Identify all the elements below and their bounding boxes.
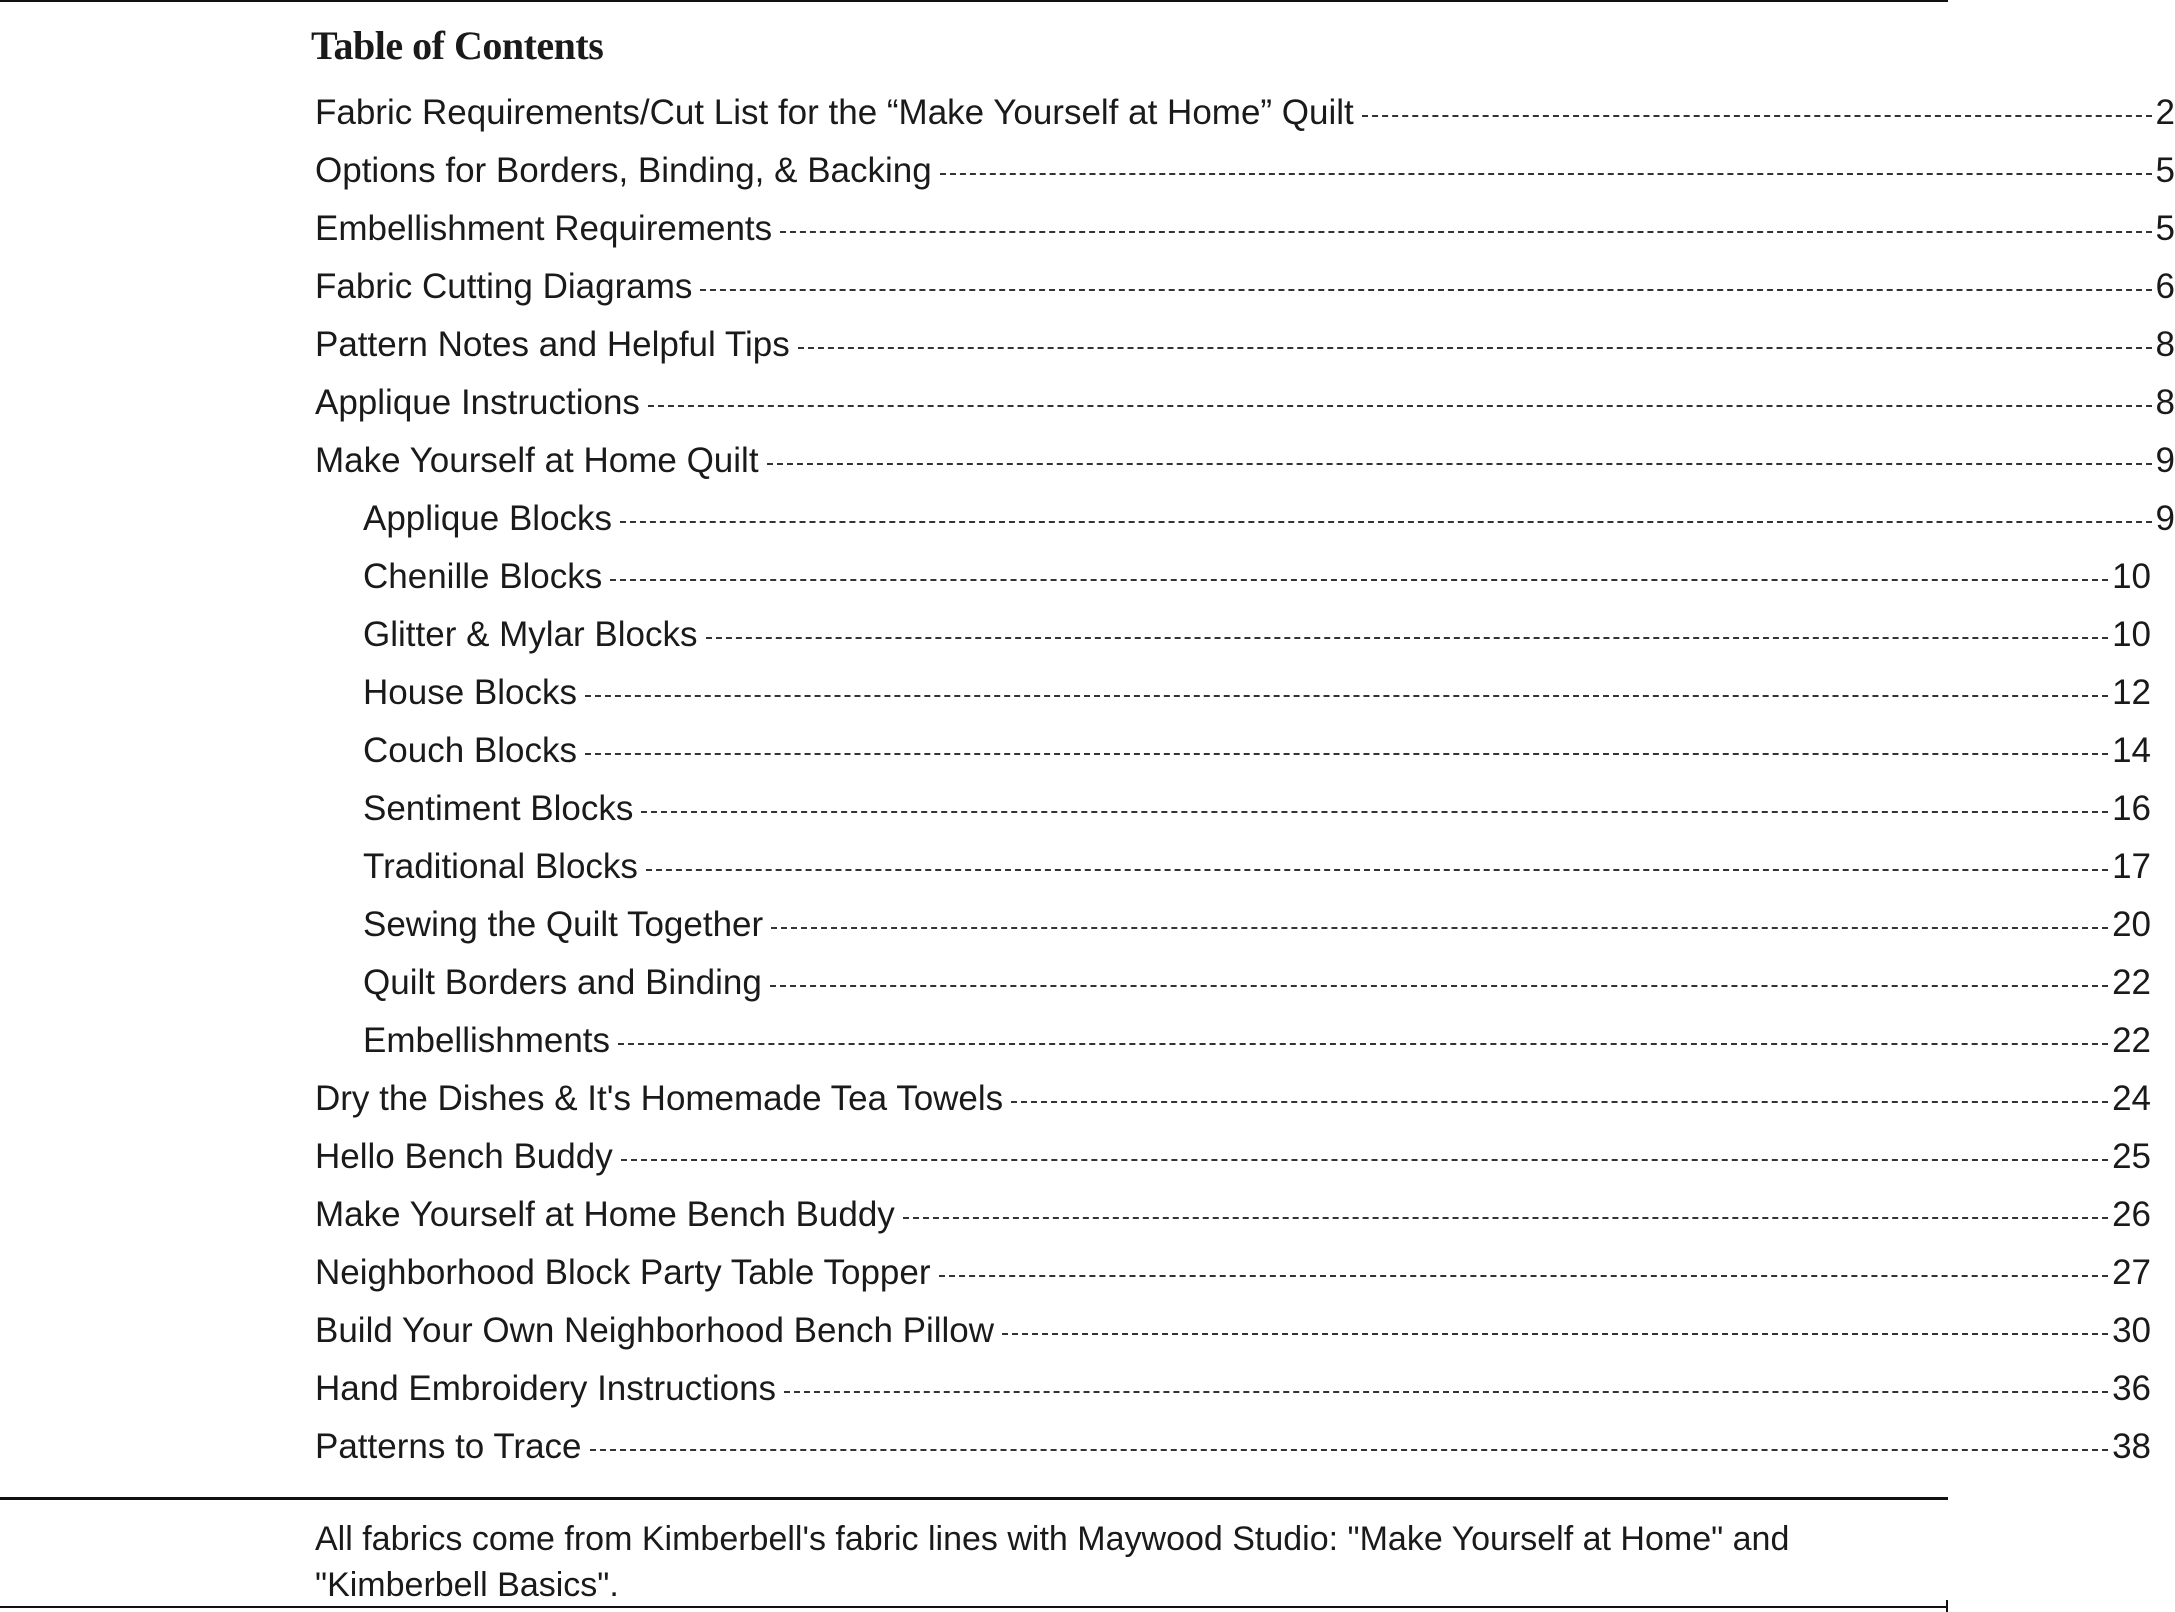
toc-entry[interactable] [0, 316, 2175, 374]
toc-entry[interactable] [0, 258, 2175, 316]
toc-entry-label: Applique Instructions [315, 383, 640, 422]
toc-entry-label: Pattern Notes and Helpful Tips [315, 325, 790, 364]
toc-entry[interactable] [0, 374, 2175, 432]
dot-leader [590, 1449, 2109, 1451]
toc-entry-page: 9 [2155, 441, 2175, 480]
toc-entry-label: Couch Blocks [363, 731, 577, 770]
toc-entry-page: 26 [2112, 1195, 2151, 1234]
toc-entry-page: 24 [2112, 1079, 2151, 1118]
toc-entry-page: 12 [2112, 673, 2151, 712]
dot-leader [780, 231, 2151, 233]
dot-leader [1011, 1101, 2108, 1103]
toc-entry-page: 10 [2112, 557, 2151, 596]
toc-entry-label: Glitter & Mylar Blocks [363, 615, 698, 654]
toc-entry-page: 16 [2112, 789, 2151, 828]
dot-leader [610, 579, 2108, 581]
toc-entry-page: 17 [2112, 847, 2151, 886]
dot-leader [1362, 115, 2152, 117]
dot-leader [767, 463, 2152, 465]
section-divider [0, 1497, 1948, 1500]
toc-entry-page: 22 [2112, 1021, 2151, 1060]
corner-tick [1946, 1600, 1948, 1612]
toc-entry-page: 36 [2112, 1369, 2151, 1408]
toc-entry[interactable] [0, 1186, 2151, 1244]
toc-entry-label: Make Yourself at Home Bench Buddy [315, 1195, 895, 1234]
toc-entry-label: Applique Blocks [363, 499, 613, 538]
dot-leader [770, 985, 2108, 987]
toc-entry[interactable] [0, 1244, 2151, 1302]
toc-entry[interactable] [0, 200, 2175, 258]
dot-leader [784, 1391, 2108, 1393]
top-rule [0, 0, 1948, 2]
toc-subentry[interactable] [0, 606, 2151, 664]
toc-entry-label: Traditional Blocks [363, 847, 638, 886]
toc-entry-page: 5 [2155, 151, 2175, 190]
toc-subentry[interactable] [0, 780, 2151, 838]
toc-entry-page: 30 [2112, 1311, 2151, 1350]
dot-leader [700, 289, 2151, 291]
dot-leader [621, 1159, 2108, 1161]
toc-entry-label: Sentiment Blocks [363, 789, 634, 828]
toc-entry-page: 8 [2155, 325, 2175, 364]
toc-entry-label: Make Yourself at Home Quilt [315, 441, 759, 480]
toc-entry[interactable] [0, 1302, 2151, 1360]
toc-entry-label: Embellishments [363, 1021, 611, 1060]
toc-subentry[interactable] [0, 954, 2151, 1012]
dot-leader [939, 1275, 2109, 1277]
toc-subentry[interactable] [0, 490, 2175, 548]
bottom-rule [0, 1606, 1948, 1608]
toc-subentry[interactable] [0, 1012, 2151, 1070]
toc-entry[interactable] [0, 1128, 2151, 1186]
dot-leader [903, 1217, 2108, 1219]
dot-leader [771, 927, 2108, 929]
dot-leader [618, 1043, 2108, 1045]
toc-entry-page: 6 [2155, 267, 2175, 306]
toc-entry-page: 38 [2112, 1427, 2151, 1466]
toc-list [0, 84, 2175, 1476]
dot-leader [940, 173, 2152, 175]
dot-leader [1002, 1333, 2108, 1335]
dot-leader [585, 695, 2108, 697]
toc-entry-page: 27 [2112, 1253, 2151, 1292]
dot-leader [641, 811, 2108, 813]
toc-entry-label: Options for Borders, Binding, & Backing [315, 151, 932, 190]
toc-entry-label: Hand Embroidery Instructions [315, 1369, 777, 1408]
toc-entry[interactable] [0, 84, 2175, 142]
dot-leader [798, 347, 2152, 349]
toc-subentry[interactable] [0, 838, 2151, 896]
toc-entry-label: Quilt Borders and Binding [363, 963, 762, 1002]
toc-entry[interactable] [0, 432, 2175, 490]
toc-entry-page: 8 [2155, 383, 2175, 422]
dot-leader [585, 753, 2108, 755]
toc-entry-page: 2 [2155, 93, 2175, 132]
toc-entry-label: Fabric Cutting Diagrams [315, 267, 693, 306]
page-title: Table of Contents [311, 23, 604, 68]
dot-leader [646, 869, 2108, 871]
toc-entry-page: 25 [2112, 1137, 2151, 1176]
toc-entry-label: Sewing the Quilt Together [363, 905, 764, 944]
toc-entry-page: 10 [2112, 615, 2151, 654]
toc-entry-page: 20 [2112, 905, 2151, 944]
toc-entry-label: Embellishment Requirements [315, 209, 773, 248]
toc-entry[interactable] [0, 142, 2175, 200]
toc-subentry[interactable] [0, 896, 2151, 954]
toc-entry-page: 5 [2155, 209, 2175, 248]
toc-entry-label: Dry the Dishes & It's Homemade Tea Towels [315, 1079, 1004, 1118]
toc-entry-page: 9 [2155, 499, 2175, 538]
dot-leader [648, 405, 2152, 407]
fabric-note: All fabrics come from Kimberbell's fabric lines with Maywood Studio: "Make Yourself at Home" and "Kimberbell Basics". [315, 1520, 1790, 1604]
toc-entry-label: Build Your Own Neighborhood Bench Pillow [315, 1311, 995, 1350]
toc-subentry[interactable] [0, 722, 2151, 780]
toc-entry-label: House Blocks [363, 673, 577, 712]
toc-entry[interactable] [0, 1070, 2151, 1128]
toc-entry[interactable] [0, 1418, 2151, 1476]
toc-entry[interactable] [0, 1360, 2151, 1418]
toc-subentry[interactable] [0, 548, 2151, 606]
toc-entry-page: 22 [2112, 963, 2151, 1002]
dot-leader [706, 637, 2109, 639]
toc-entry-label: Patterns to Trace [315, 1427, 582, 1466]
toc-entry-page: 14 [2112, 731, 2151, 770]
toc-subentry[interactable] [0, 664, 2151, 722]
toc-entry-label: Fabric Requirements/Cut List for the “Make Yourself at Home” Quilt [315, 93, 1354, 132]
dot-leader [620, 521, 2151, 523]
toc-entry-label: Hello Bench Buddy [315, 1137, 613, 1176]
toc-entry-label: Chenille Blocks [363, 557, 603, 596]
toc-entry-label: Neighborhood Block Party Table Topper [315, 1253, 931, 1292]
